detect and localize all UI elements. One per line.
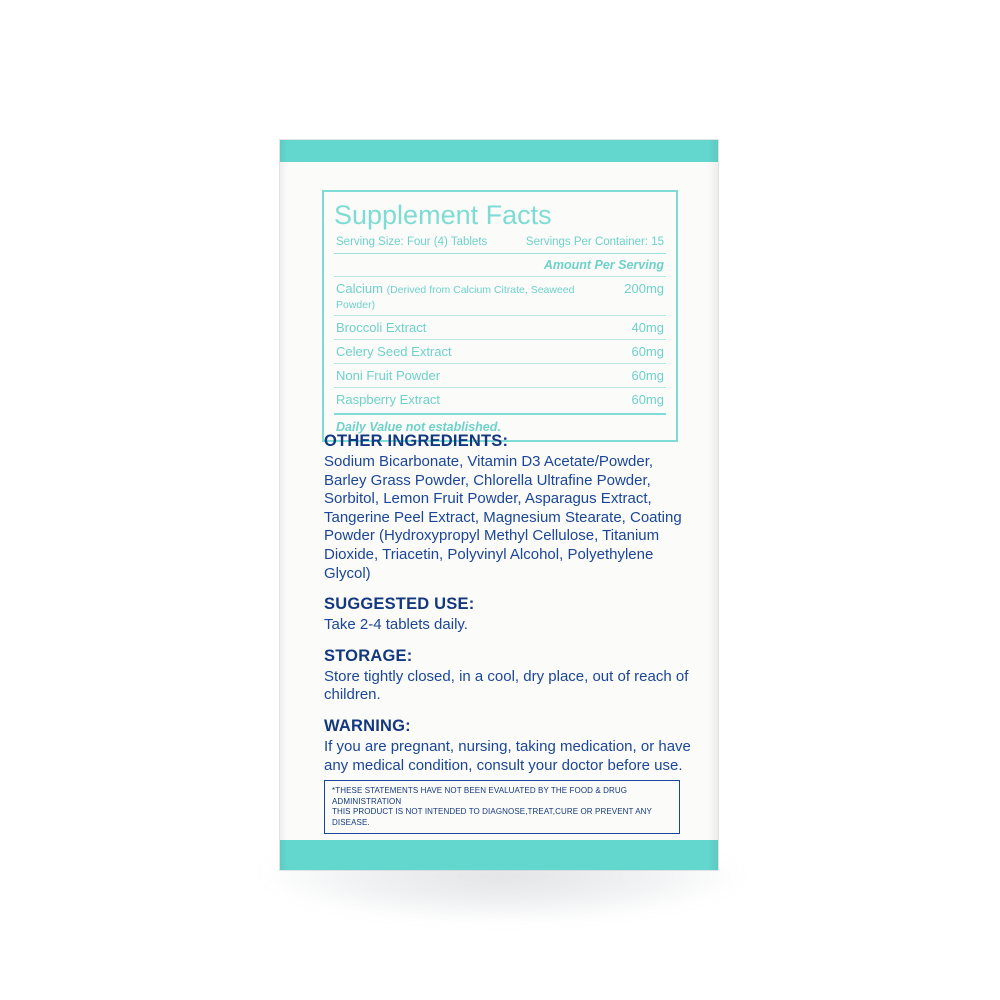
storage-text: Store tightly closed, in a cool, dry place, out of reach of children. <box>324 667 689 704</box>
daily-value-footnote: Daily Value not established. <box>334 413 666 436</box>
other-ingredients-heading: OTHER INGREDIENTS: <box>324 432 509 450</box>
suggested-use-heading: SUGGESTED USE: <box>324 595 475 614</box>
table-row <box>334 315 666 339</box>
amount-per-serving-label: Amount Per Serving <box>543 258 664 272</box>
other-ingredients-text: Sodium Bicarbonate, Vitamin D3 Acetate/Powder, Barley Grass Powder, Chlorella Ultrafine Powder, Sorbitol, Lemon Fruit Powder, Asparagus Extract, Tangerine Peel Extract, Magnesium Stearate, Coating Powder (Hydroxypropyl Methyl Cellulose, Titanium Dioxide, Triacetin, Polyvinyl Alcohol, Polyethylene Glycol) <box>324 453 682 582</box>
carton-bottom-band <box>280 840 718 870</box>
label-body-copy <box>324 432 696 785</box>
carton-right-edge-shading <box>708 140 718 870</box>
serving-info-row <box>334 232 666 253</box>
supplement-facts-panel <box>322 190 678 442</box>
table-row <box>334 363 666 387</box>
warning-text: If you are pregnant, nursing, taking medication, or have any medical condition, consult your doctor before use. <box>324 737 691 774</box>
carton-left-edge-shading <box>280 140 287 870</box>
table-row <box>334 387 666 411</box>
nutrient-name-cell <box>336 392 631 407</box>
supplement-facts-title: Supplement Facts <box>334 200 552 230</box>
nutrient-name: Calcium <box>336 281 383 296</box>
nutrient-amount: 60mg <box>631 344 664 359</box>
suggested-use-text: Take 2-4 tablets daily. <box>324 616 468 634</box>
carton-drop-shadow <box>262 862 742 922</box>
nutrient-name: Raspberry Extract <box>336 392 441 407</box>
nutrient-amount: 60mg <box>631 392 664 407</box>
nutrient-name-cell <box>336 281 624 311</box>
servings-per-container: Servings Per Container: 15 <box>525 236 664 248</box>
table-row <box>334 339 666 363</box>
nutrient-amount: 200mg <box>624 281 664 296</box>
carton-top-band <box>280 140 718 162</box>
nutrient-name-cell <box>336 344 631 359</box>
nutrient-amount: 60mg <box>631 368 664 383</box>
nutrient-note: (Derived from Calcium Citrate, Seaweed Powder) <box>336 284 575 311</box>
nutrient-name: Broccoli Extract <box>336 320 427 335</box>
nutrient-name-cell <box>336 320 631 335</box>
nutrient-name-cell <box>336 368 631 383</box>
serving-size: Serving Size: Four (4) Tablets <box>336 236 488 248</box>
fda-disclaimer-box <box>324 780 680 834</box>
warning-heading: WARNING: <box>324 716 411 735</box>
nutrient-name: Celery Seed Extract <box>336 344 452 359</box>
fda-disclaimer-line-1: *THESE STATEMENTS HAVE NOT BEEN EVALUATED BY THE FOOD & DRUG ADMINISTRATION <box>332 786 628 806</box>
fda-disclaimer-line-2: THIS PRODUCT IS NOT INTENDED TO DIAGNOSE,TREAT,CURE OR PREVENT ANY DISEASE. <box>332 807 652 827</box>
supplement-carton <box>280 140 718 870</box>
nutrient-name: Noni Fruit Powder <box>336 368 441 383</box>
table-row <box>334 276 666 315</box>
storage-heading: STORAGE: <box>324 646 413 665</box>
nutrient-amount: 40mg <box>631 320 664 335</box>
